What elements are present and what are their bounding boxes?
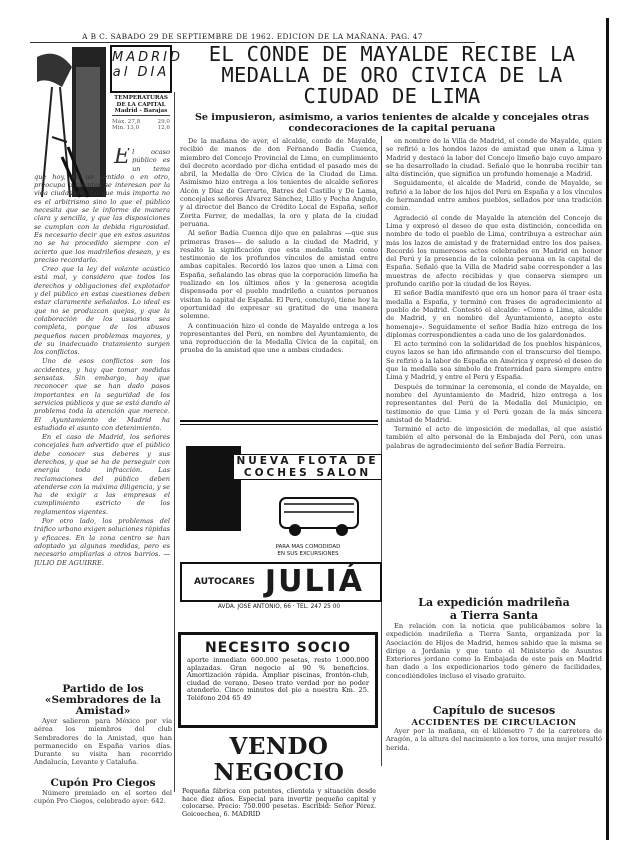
vendo-negocio-ad [178, 734, 380, 820]
expedicion-heading: La expedición madrileña a Tierra Santa [418, 596, 570, 622]
main-article-right [386, 137, 602, 592]
ad-title: VENDO NEGOCIO [213, 733, 345, 786]
dropcap: E [114, 148, 131, 169]
column-rule [174, 92, 175, 792]
ad-brand-prefix: AUTOCARES [194, 577, 255, 587]
ad-text: Pequeña fábrica con patentes, clientela y situación desde hace diez años. Especial para invertir pequeño capital y colocarse. Precio: 750.000 pesetas. Escribid: Señor Pérez. Goicoechea, 6. MADRID [182, 787, 376, 818]
expedicion-article [386, 596, 602, 680]
ad-title-box [233, 454, 382, 480]
paragraph: en nombre de la Villa de Madrid, el conde de Mayalde, quien se refirió a los hondos lazos de amistad que unen a Lima y Madrid y destacó la labor del Concejo limeño bajo cuyo amparo se ha desarrollado la ciudad. Señaló que le honraba recibir tan alta distinción, que significa un profundo homenaje a Madrid. [386, 137, 602, 179]
paragraph: Uno de esos conflictos son los accidentes, y hay que tomar medidas sensatas. Sin embargo, hay que reconocer que se han dado pasos importantes en la seguridad de los servicios públicos y que se está dando al problema toda la atención que merece. El Ayuntamiento de Madrid ha estudiado el asunto con detenimiento. [34, 357, 170, 432]
masthead: A B C. SABADO 29 DE SEPTIEMBRE DE 1962. EDICION DE LA MAÑANA. PAG. 47 [30, 32, 475, 43]
section-title-line1: MADRID [112, 50, 183, 65]
ad-text: aporte inmediato 600.000 pesetas, resto 1.000.000 aplazadas. Gran negocio al 90 % beneficios. Amortización rápida. Ampliar piscinas, frontón-club, ciudad de verano. Deseo trato verdad por no poder atenderlo. Cinco minutos del pie a nuestra Km. 25. Teléfono 204 65 49 [187, 656, 369, 702]
paragraph: Por otro lado, los problemas del tráfico urbano exigen soluciones rápidas y eficaces. En la zona centro se han adoptado ya algunas medidas, pero es necesario ampliarlas a otros barrios. —JULIO DE AGUIRRE. [34, 517, 170, 567]
main-article-mid [180, 137, 378, 417]
temperature-row [112, 125, 170, 132]
bus-icon [270, 490, 370, 540]
partido-heading: Partido de los «Sembradores de la Amistad» [44, 683, 162, 717]
divider [180, 420, 378, 425]
temperatures-subtitle: Madrid - Barajas [112, 108, 170, 116]
temperature-value: 29,0 [157, 118, 170, 125]
ad-title-line2: COCHES SALON [243, 467, 372, 479]
cupon-article [34, 778, 172, 806]
paragraph: A continuación hizo el conde de Mayalde entrega a los representantes del Perú, en nombre del Ayuntamiento, de una reproducción de la Medalla Cívica de la capital, en prueba de la amistad que une a ambas ciudades. [180, 321, 378, 355]
section-title-line2: al DIA [112, 65, 170, 80]
necesito-socio-ad [178, 632, 378, 728]
temperatures-title: TEMPERATURAS DE LA CAPITAL [114, 95, 168, 108]
expedicion-text: En relación con la noticia que publicábamos sobre la expedición madrileña a Tierra Santa, organizada por la Asociación de Hijos de Madrid, hemos sabido que la misma se dirige a Jordania y que tanto el Ministerio de Asuntos Exteriores jordano como la Embajada de este país en Madrid han dado a los expedicionarios todo género de facilidades, concediéndoles incluso el visado gratuito. [386, 622, 602, 680]
ad-tagline-2: EN SUS EXCURSIONES [277, 551, 339, 557]
partido-article [34, 684, 172, 767]
madrid-al-dia-box [110, 45, 183, 93]
cupon-heading: Cupón Pro Ciegos [50, 777, 156, 789]
ad-title-line1: NUEVA FLOTA DE [236, 455, 379, 467]
paragraph: De la mañana de ayer, el alcalde, conde de Mayalde, recibió de manos de don Fernando Badía Cuenca, miembro del Concejo Provincial de Lima, en cumplimiento del decreto acordado por dicha entidad el pasado mes de abril, la Medalla de Oro Cívica de la Ciudad de Lima. Asimismo hizo entrega a los tenientes de alcalde señores Alcón y Díaz de Gerrarte, Batres del Castillo y De Lama, concejales señores Álvarez Sánchez, Lillo y Pecha Angulo, y al director del Banco de Crédito Local de España, señor Zorita Ferrer, de medallas, la oro y plata de la ciudad peruana. [180, 137, 378, 228]
paragraph: El acto terminó con la solidaridad de los pueblos hispánicos, cuyos lazos se han ido afirmando con el transcurso del tiempo. Se refirió a la labor de España en América y expresó el deseo de que la medalla sea símbolo de fraternidad para siempre entre Lima y Madrid, y entre el Perú y España. [386, 340, 602, 382]
paragraph: Agradeció el conde de Mayalde la atención del Concejo de Lima y expresó el deseo de que esta distinción, concedida en nombre de todo el pueblo de Lima, contribuya a estrechar aún más los lazos de amistad y de fraternidad entre los dos países. Recordó los numerosos actos celebrados en Madrid en honor del Perú y la presencia de la colonia peruana en la capital de España. Señaló que la Villa de Madrid sabe corresponder a las muestras de afecto recibidas y que conserva siempre un profundo cariño por la ciudad de los Reyes. [386, 213, 602, 289]
left-column-article [34, 148, 170, 676]
temperature-label: Mín. 13,0 [112, 125, 140, 131]
cupon-text: Número premiado en el sorteo del cupón Pro Ciegos, celebrado ayer: 642. [34, 789, 172, 806]
main-headline: EL CONDE DE MAYALDE RECIBE LA MEDALLA DE ORO CIVICA DE LA CIUDAD DE LIMA [208, 42, 576, 108]
sucesos-subheading: ACCIDENTES DE CIRCULACION [411, 717, 577, 727]
sucesos-text: Ayer por la mañana, en el kilómetro 7 de la carretera de Aragón, a la altura del nacimiento a los toros, una mujer resultó herida. [386, 727, 602, 752]
ad-brand: JULIÁ [264, 564, 364, 599]
paragraph: El señor Badía manifestó que era un honor para él traer esta medalla a España, y terminó con frases de agradecimiento al pueblo de Madrid. Contestó el alcalde: «Como a Lima, alcalde de Madrid, y en nombre del Ayuntamiento, acepto este homenaje». Seguidamente el señor Badía hizo entrega de los diplomas correspondientes a cada uno de los galardonados. [386, 289, 602, 339]
autocares-julia-ad [178, 428, 380, 628]
column-rule [381, 136, 382, 766]
paragraph: Al señor Badía Cuenca dijo que en palabras —que sus primeras frases— de saludo a la ciudad de Madrid, y resaltó la significación que esta medalla tenía como testimonio de los profundos vínculos de amistad entre ambas capitales. Recordó los lazos que unen a Lima con España, señalando las obras que la corporación limeña ha realizado en los últimos años y la generosa acogida dispensada por el pueblo madrileño a cuantos peruanos visitan la capital de España. El Perú, concluyó, tiene hoy la oportunidad de expresar su gratitud de una manera solemne. [180, 229, 378, 321]
sucesos-heading: Capítulo de sucesos [432, 704, 556, 717]
temperature-value: 12,6 [157, 125, 170, 131]
partido-text: Ayer salieron para México por vía aérea los miembros del club Sembradores de la Amistad, que han permanecido en España varios días. Durante su visita han recorrido Andalucía, Levante y Cataluña. [34, 717, 172, 767]
ad-address: AVDA. JOSE ANTONIO, 66 · TEL. 247 25 00 [217, 604, 341, 610]
sucesos-article [386, 704, 602, 752]
ad-taglines [238, 544, 378, 558]
temperatures-box [112, 95, 170, 132]
paragraph: Terminó el acto de imposición de medallas, al que asistió también el alto personal de la Embajada del Perú, con unas palabras de agradecimiento del señor Badía Ferreira. [386, 425, 602, 450]
paragraph: En el caso de Madrid, los señores concejales han advertido que el público debe conocer sus deberes y sus derechos, y que se ha de perseguir con energía toda infracción. Las reclamaciones del público deben atenderse con la máxima diligencia, y se ha de exigir a las empresas el cumplimiento estricto de los reglamentos vigentes. [34, 433, 170, 516]
ad-title: NECESITO SOCIO [204, 640, 352, 656]
ad-brand-box [180, 562, 382, 602]
paragraph: Creo que la ley del volante acústico está mal, y considero que todos los derechos y obligaciones del explotador y del público en estas cuestiones deben estar claramente señalados. Lo ideal es que no se produzcan quejas, y que la colaboración de los usuarios sea completa, porque de los abusos pequeños nacen problemas mayores, y de su inadecuado tratamiento surgen los conflictos. [34, 265, 170, 357]
main-subhead: Se impusieron, asimismo, a varios tenientes de alcalde y concejales otras condecoraciones de la capital peruana [194, 112, 590, 134]
paragraph: Seguidamente, el alcalde de Madrid, conde de Mayalde, se refirió a la labor de los hijos del Perú en España y a los vínculos de hermandad entre ambos pueblos, sellados por una tradición común. [386, 179, 602, 213]
paragraph: l ocaso público es un tema que hoy, en un sentido o en otro, preocupa a cuantos se interesan por la vida ciudadana. Lo que más importa no es el arbitrismo sino lo que el público necesita que se le informe de manera clara y sencilla, y que las disposiciones se cumplan con la debida rigurosidad. Es necesario decir que en estos asuntos no se ha procedido siempre con el acierto que los madrileños desean, y es preciso recordarlo. [34, 148, 170, 264]
temperature-label: Máx. 27,8 [112, 118, 141, 125]
paragraph: Después de terminar la ceremonia, el conde de Mayalde, en nombre del Ayuntamiento de Madrid, hizo entrega a los representantes del Perú de la Medalla del Municipio, en testimonio de que Lima y el Perú gozan de la más sincera amistad de Madrid. [386, 382, 602, 424]
page-border [606, 18, 609, 840]
ad-tagline-1: PARA MAS COMODIDAD [275, 544, 341, 550]
